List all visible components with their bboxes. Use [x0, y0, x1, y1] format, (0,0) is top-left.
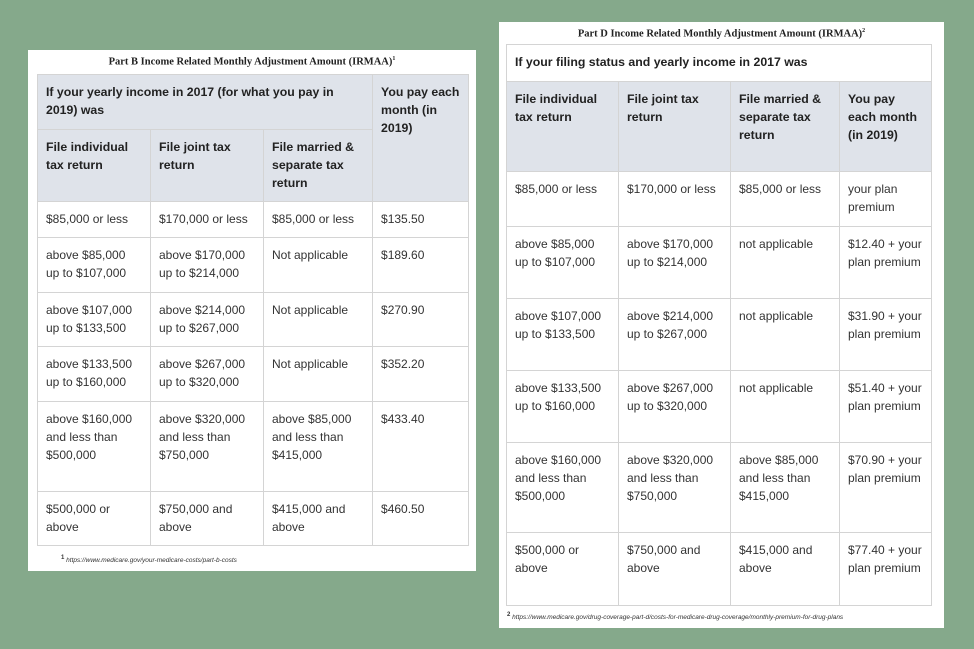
part-d-cell-joint: above $170,000 up to $214,000: [619, 227, 731, 299]
part-b-cell-individual: above $107,000 up to $133,500: [38, 293, 151, 347]
part-b-cell-married: $415,000 and above: [264, 492, 373, 546]
part-d-cell-individual: $500,000 or above: [507, 533, 619, 606]
part-b-cell-individual: above $85,000 up to $107,000: [38, 238, 151, 293]
part-d-title: [499, 28, 944, 40]
part-b-title-sup: 1: [392, 56, 396, 62]
part-d-cell-individual: above $133,500 up to $160,000: [507, 371, 619, 443]
part-d-cell-joint: $170,000 or less: [619, 172, 731, 227]
table-row: [507, 172, 932, 227]
part-b-cell-pay: $135.50: [373, 202, 469, 238]
part-d-cell-individual: above $85,000 up to $107,000: [507, 227, 619, 299]
part-b-header-individual: File individual tax return: [38, 130, 151, 202]
part-b-cell-pay: $433.40: [373, 402, 469, 492]
part-d-cell-married: not applicable: [731, 371, 840, 443]
part-b-cell-pay: $460.50: [373, 492, 469, 546]
table-row: [38, 293, 469, 347]
part-d-cell-joint: $750,000 and above: [619, 533, 731, 606]
table-row: [507, 299, 932, 371]
part-b-cell-joint: above $267,000 up to $320,000: [151, 347, 264, 402]
part-b-title: [28, 56, 476, 68]
part-d-cell-married: not applicable: [731, 227, 840, 299]
part-d-cell-pay: $77.40 + your plan premium: [840, 533, 932, 606]
part-d-title-text: Part D Income Related Monthly Adjustment Amount (IRMAA): [577, 28, 863, 40]
part-b-table: [37, 74, 469, 546]
part-d-cell-individual: above $160,000 and less than $500,000: [507, 443, 619, 533]
part-d-footnote-num: 2: [507, 612, 511, 618]
part-b-cell-married: Not applicable: [264, 238, 373, 293]
part-b-cell-individual: $500,000 or above: [38, 492, 151, 546]
part-d-cell-pay: your plan premium: [840, 172, 932, 227]
part-b-cell-pay: $270.90: [373, 293, 469, 347]
part-b-footnote-link[interactable]: https://www.medicare.gov/your-medicare-costs/part-b-costs: [66, 557, 237, 565]
part-b-cell-married: above $85,000 and less than $415,000: [264, 402, 373, 492]
part-d-footnote: [507, 612, 843, 621]
table-row: [38, 238, 469, 293]
part-d-footnote-link[interactable]: https://www.medicare.gov/drug-coverage-part-d/costs-for-medicare-drug-coverage/monthly-premium-for-drug-plans: [512, 614, 844, 622]
part-b-header-married: File married & separate tax return: [264, 130, 373, 202]
part-b-cell-joint: $170,000 or less: [151, 202, 264, 238]
part-d-cell-married: $85,000 or less: [731, 172, 840, 227]
part-d-cell-pay: $31.90 + your plan premium: [840, 299, 932, 371]
part-b-footnote-num: 1: [61, 555, 65, 561]
part-b-cell-individual: above $133,500 up to $160,000: [38, 347, 151, 402]
table-row: [507, 443, 932, 533]
table-row: [38, 402, 469, 492]
part-d-cell-pay: $70.90 + your plan premium: [840, 443, 932, 533]
part-d-cell-joint: above $214,000 up to $267,000: [619, 299, 731, 371]
part-b-cell-joint: above $214,000 up to $267,000: [151, 293, 264, 347]
part-d-cell-married: above $85,000 and less than $415,000: [731, 443, 840, 533]
part-d-header-row-2: [507, 82, 932, 172]
part-b-card: [28, 50, 476, 571]
part-d-header-individual: File individual tax return: [507, 82, 619, 172]
part-b-cell-married: Not applicable: [264, 293, 373, 347]
part-b-cell-individual: $85,000 or less: [38, 202, 151, 238]
part-d-header-joint: File joint tax return: [619, 82, 731, 172]
part-d-card: [499, 22, 944, 628]
part-b-cell-married: $85,000 or less: [264, 202, 373, 238]
table-row: [507, 371, 932, 443]
part-b-footnote: [61, 555, 237, 564]
part-b-cell-individual: above $160,000 and less than $500,000: [38, 402, 151, 492]
part-d-title-sup: 2: [862, 28, 866, 34]
table-row: [38, 492, 469, 546]
part-b-cell-joint: above $170,000 up to $214,000: [151, 238, 264, 293]
part-b-cell-pay: $352.20: [373, 347, 469, 402]
part-b-header-joint: File joint tax return: [151, 130, 264, 202]
table-row: [38, 347, 469, 402]
part-b-cell-joint: $750,000 and above: [151, 492, 264, 546]
part-b-header-row-1: [38, 75, 469, 130]
part-b-cell-joint: above $320,000 and less than $750,000: [151, 402, 264, 492]
part-d-header-income: If your filing status and yearly income in 2017 was: [507, 45, 932, 82]
part-d-cell-married: not applicable: [731, 299, 840, 371]
part-d-cell-joint: above $267,000 up to $320,000: [619, 371, 731, 443]
part-d-cell-married: $415,000 and above: [731, 533, 840, 606]
part-d-header-married: File married & separate tax return: [731, 82, 840, 172]
part-b-header-pay: You pay each month (in 2019): [373, 75, 469, 202]
part-b-cell-pay: $189.60: [373, 238, 469, 293]
table-row: [507, 227, 932, 299]
part-b-cell-married: Not applicable: [264, 347, 373, 402]
part-d-table: [506, 44, 932, 606]
part-b-header-income: If your yearly income in 2017 (for what you pay in 2019) was: [38, 75, 373, 130]
part-d-header-row-1: [507, 45, 932, 82]
part-d-cell-pay: $12.40 + your plan premium: [840, 227, 932, 299]
part-d-cell-pay: $51.40 + your plan premium: [840, 371, 932, 443]
part-d-header-pay: You pay each month (in 2019): [840, 82, 932, 172]
part-d-cell-joint: above $320,000 and less than $750,000: [619, 443, 731, 533]
table-row: [38, 202, 469, 238]
table-row: [507, 533, 932, 606]
part-d-cell-individual: $85,000 or less: [507, 172, 619, 227]
part-d-cell-individual: above $107,000 up to $133,500: [507, 299, 619, 371]
part-b-title-text: Part B Income Related Monthly Adjustment Amount (IRMAA): [108, 56, 393, 68]
